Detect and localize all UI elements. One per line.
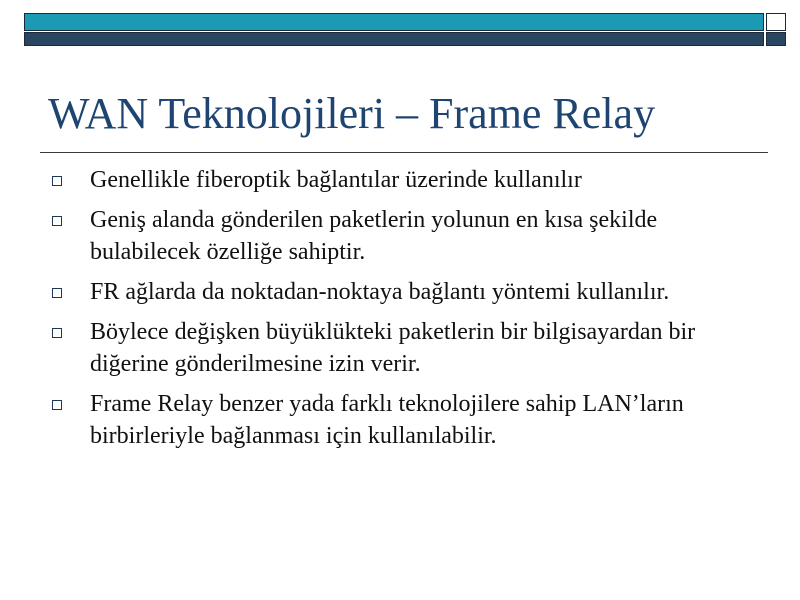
bullet-text: Geniş alanda gönderilen paketlerin yolunun en kısa şekilde bulabilecek özelliğe sahiptir.: [90, 207, 658, 265]
bullet-item: [48, 164, 758, 196]
bullet-text: Böylece değişken büyüklükteki paketlerin bir bilgisayardan bir diğerine gönderilmesine izin verir.: [90, 319, 696, 377]
bullet-list: [48, 164, 758, 460]
bullet-item: [48, 316, 758, 380]
bullet-item: [48, 204, 758, 268]
title-divider: [40, 152, 768, 153]
header-bar-top: [24, 13, 764, 31]
square-bullet-icon: [52, 216, 62, 226]
square-bullet-icon: [52, 176, 62, 186]
square-bullet-icon: [52, 328, 62, 338]
header-bar-bottom: [24, 32, 764, 46]
bullet-text: Frame Relay benzer yada farklı teknolojilere sahip LAN’ların birbirleriyle bağlanması için kullanılabilir.: [90, 391, 684, 449]
square-bullet-icon: [52, 400, 62, 410]
bullet-item: [48, 388, 758, 452]
bullet-item: [48, 276, 758, 308]
bullet-text: Genellikle fiberoptik bağlantılar üzerinde kullanılır: [90, 167, 582, 193]
bullet-text: FR ağlarda da noktadan-noktaya bağlantı yöntemi kullanılır.: [90, 279, 670, 305]
slide-title: WAN Teknolojileri – Frame Relay: [48, 89, 656, 138]
header-corner-box-bottom: [766, 32, 786, 46]
header-corner-box-top: [766, 13, 786, 31]
square-bullet-icon: [52, 288, 62, 298]
